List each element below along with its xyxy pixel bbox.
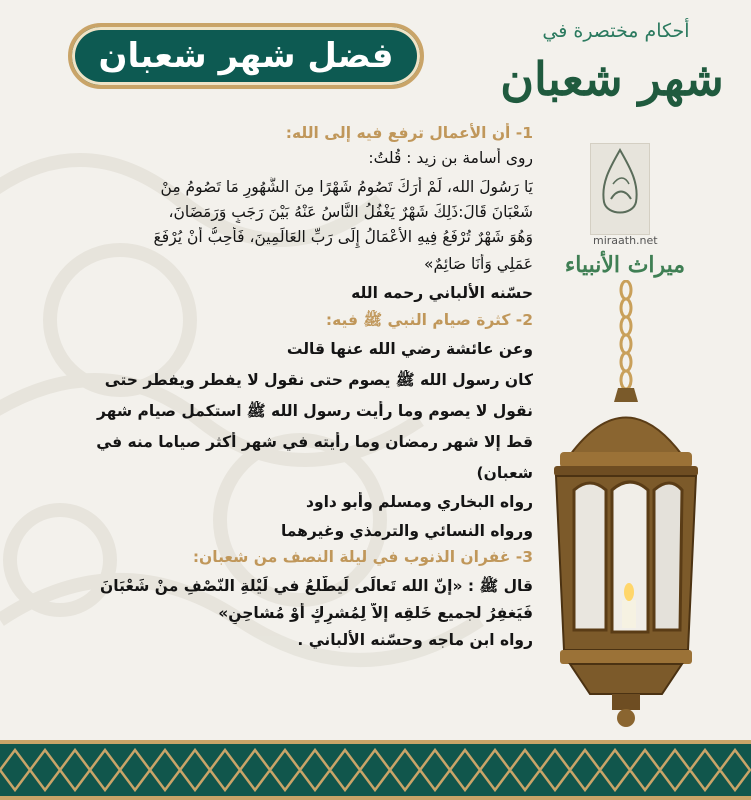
logo-emblem — [590, 143, 650, 235]
text-line: يَا رَسُولَ الله، لَمْ أَرَكَ تَصُومُ شَهْرًا مِنَ الشُّهُورِ مَا تَصُومُ مِنْ — [160, 178, 533, 196]
text-line: حسّنه الألباني رحمه الله — [351, 284, 533, 302]
section-heading: 1- أن الأعمال ترفع فيه إلى الله: — [285, 124, 533, 142]
text-line: وعن عائشة رضي الله عنها قالت — [286, 340, 533, 358]
text-line: رواه ابن ماجه وحسّنه الألباني . — [297, 631, 533, 649]
text-line: روى أسامة بن زيد : قُلتُ: — [368, 149, 533, 167]
footer-pattern — [0, 740, 751, 800]
text-line: قط إلا شهر رمضان وما رأيته في شهر أكثر صياما منه في — [96, 433, 533, 451]
text-line: فَيَغفِرُ لجميع خَلقِه إلاّ لِمُشرِكٍ أوْ مُشاحِنٍ» — [218, 604, 533, 622]
brand-name: ميراث الأنبياء — [564, 252, 686, 278]
text-line: شَعْبَانَ قَالَ:ذَلِكَ شَهْرٌ يَغْفُلُ النَّاسُ عَنْهُ بَيْنَ رَجَبٍ وَرَمَضَانَ، — [168, 203, 533, 221]
text-line: شعبان) — [476, 464, 533, 482]
lantern-illustration — [530, 280, 710, 740]
text-line: عَمَلِي وَأَنَا صَائِمٌ» — [424, 255, 533, 273]
text-line: نقول لا يصوم وما رأيت رسول الله ﷺ استكمل صيام شهر — [97, 402, 533, 420]
logo-url: miraath.net — [593, 234, 658, 247]
section-heading: 3- غفران الذنوب في ليلة النصف من شعبان: — [192, 548, 533, 566]
title-banner — [68, 23, 424, 89]
section-heading: 2- كثرة صيام النبي ﷺ فيه: — [325, 311, 533, 329]
text-line: رواه البخاري ومسلم وأبو داود — [305, 493, 533, 511]
main-title: شهر شعبان — [500, 52, 724, 106]
text-line: قال ﷺ : «إنّ الله تَعالَى لَيطّلعُ في لَيْلةِ النّصْفِ منْ شَعْبَانَ — [100, 577, 533, 595]
banner-title: فضل شهر شعبان — [98, 36, 394, 76]
subtitle: أحكام مختصرة في — [542, 20, 690, 42]
text-line: كان رسول الله ﷺ يصوم حتى نقول لا يفطر ويفطر حتى — [104, 371, 533, 389]
content-area — [18, 123, 533, 651]
text-line: ورواه النسائي والترمذي وغيرهما — [280, 522, 533, 540]
text-line: وَهُوَ شَهْرٌ تُرْفَعُ فِيهِ الأَعْمَالُ إِلَى رَبِّ العَالَمِينَ، فَأُحِبُّ أَنْ يُرْفَعَ — [153, 228, 533, 246]
